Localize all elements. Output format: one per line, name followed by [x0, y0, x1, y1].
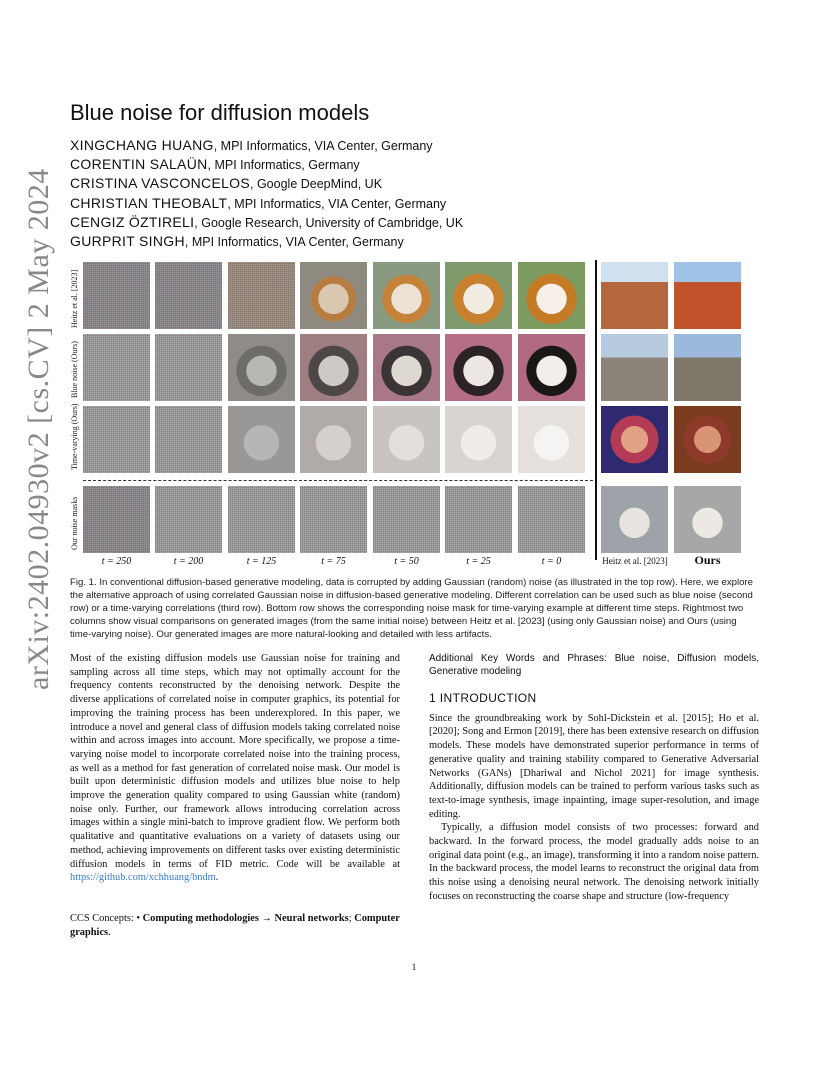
- author-entry: [70, 155, 463, 174]
- ccs-concept: Computer graphics: [70, 913, 400, 938]
- noise-mask-tile: [445, 486, 512, 553]
- image-tile: [228, 262, 295, 329]
- author-entry: [70, 174, 463, 193]
- comparison-image: [601, 334, 668, 401]
- abstract-text: Most of the existing diffusion models use Gaussian noise for training and sampling across all time steps, which may not optimally account for the frequency contents reconstructed by the denoising network. Despite the diverse applications of correlated noise in computer graphics, its potential for improving the training process has been underexplored. In this paper, we introduce a novel and general class of diffusion models taking correlated noise within and across images into account. More specifically, we propose a time-varying noise model to incorporate correlated noise into the training process, as well as a method for fast generation of correlated noise mask. Our model is built upon deterministic diffusion models and utilizes blue noise to help improve the generation quality compared to using Gaussian white (random) noise only. Further, our framework allows introducing correlation across images within a single mini-batch to improve gradient flow. We perform both qualitative and quantitative evaluations on a variety of datasets using our method, achieving improvements on different tasks over existing deterministic diffusion models in terms of FID metric. Code will be available at: [70, 653, 400, 870]
- comparison-image: [601, 406, 668, 473]
- author-affiliation: , MPI Informatics, Germany: [207, 158, 360, 173]
- paper-title: Blue noise for diffusion models: [70, 100, 370, 125]
- author-affiliation: , MPI Informatics, VIA Center, Germany: [213, 139, 433, 153]
- noise-mask-tile: [155, 486, 222, 553]
- ccs-concept: Computing methodologies → Neural networks: [142, 913, 349, 924]
- image-tile: [300, 262, 367, 329]
- image-tile: [228, 334, 295, 401]
- image-tile: [300, 406, 367, 473]
- section-heading: 1 INTRODUCTION: [429, 691, 537, 705]
- image-tile: [83, 406, 150, 473]
- comparison-image: [674, 262, 741, 329]
- image-tile: [445, 262, 512, 329]
- image-tile: [518, 262, 585, 329]
- author-entry: [70, 136, 463, 155]
- figure-caption: Fig. 1. In conventional diffusion-based generative modeling, data is corrupted by adding Gaussian (random) noise (as illustrated in the top row). Here, we explore the alternative approach of using correlated Gaussian noise in diffusion-based generative modeling. Different correlation can be used such as blue noise (second row) or a time-varying correlations (third row). Bottom row shows the corresponding noise mask for time-varying example at different time steps. Rightmost two columns show visual comparisons on generated images (from the same initial noise) between Heitz et al. [2023] (using only Gaussian noise) and Ours (using time-varying noise). Our generated images are more natural-looking and detailed with less artifacts.: [70, 577, 753, 640]
- abstract: [70, 652, 400, 885]
- author-affiliation: , Google DeepMind, UK: [250, 177, 383, 192]
- author-affiliation: , MPI Informatics, VIA Center, Germany: [184, 234, 404, 249]
- image-tile: [83, 262, 150, 329]
- author-name: XINGCHANG HUANG: [70, 137, 214, 153]
- page-number: 1: [411, 962, 417, 972]
- image-tile: [518, 406, 585, 473]
- author-name: CHRISTIAN THEOBALT: [70, 194, 228, 211]
- row-label-time-varying: Time-varying (Ours): [70, 403, 79, 470]
- author-affiliation: , Google Research, University of Cambridge, UK: [194, 215, 464, 230]
- arxiv-sidebar-id: arXiv:2402.04930v2 [cs.CV] 2 May 2024: [22, 168, 55, 690]
- noise-mask-tile: [228, 486, 295, 553]
- intro-paragraph: Typically, a diffusion model consists of two processes: forward and backward. In the forward process, the model gradually adds noise to an original data point (e.g., an image), transforming it into a random noise pattern. In the backward process, the model learns to reconstruct the original data from this noise using a denoising neural network. The denoising network initially focuses on reconstructing the coarse shape and structure (low-frequency: [429, 822, 759, 902]
- timestep-label: t = 0: [541, 556, 562, 567]
- noise-mask-tile: [373, 486, 440, 553]
- image-tile: [373, 334, 440, 401]
- comparison-image: [674, 486, 741, 553]
- author-entry: [70, 213, 463, 232]
- row-label-heitz: Heitz et al. [2023]: [70, 269, 79, 328]
- author-name: CENGIZ ÖZTIRELI: [70, 213, 195, 230]
- noise-mask-tile: [83, 486, 150, 553]
- noise-mask-tile: [518, 486, 585, 553]
- image-tile: [373, 406, 440, 473]
- author-name: CORENTIN SALAÜN: [70, 156, 208, 173]
- author-affiliation: , MPI Informatics, VIA Center, Germany: [227, 196, 447, 211]
- dashed-separator: [83, 480, 593, 481]
- timestep-label: t = 125: [246, 556, 277, 567]
- row-label-blue-noise: Blue noise (Ours): [70, 341, 79, 398]
- image-tile: [155, 262, 222, 329]
- comparison-image: [674, 334, 741, 401]
- ccs-concepts: [70, 912, 400, 939]
- compare-label-heitz: Heitz et al. [2023]: [602, 556, 668, 566]
- author-entry: [70, 194, 463, 213]
- intro-paragraph: Since the groundbreaking work by Sohl-Dickstein et al. [2015]; Ho et al. [2020]; Song and Ermon [2019], there has been extensive research on diffusion models. These models have demonstrated superior performance in terms of generative quality and training stability compared to Generative Adversarial Networks (GANs) [Dhariwal and Nichol 2021] for image synthesis. Additionally, diffusion models can be trained to perform various tasks such as text-to-image synthesis, image inpainting, image super-resolution, and image editing.: [429, 712, 759, 820]
- image-tile: [518, 334, 585, 401]
- ccs-label: CCS Concepts: •: [70, 913, 143, 924]
- author-name: CRISTINA VASCONCELOS: [70, 175, 251, 192]
- right-column: [429, 652, 759, 904]
- author-name: GURPRIT SINGH: [70, 232, 185, 249]
- image-tile: [155, 406, 222, 473]
- timestep-label: t = 25: [466, 556, 491, 567]
- author-list: [70, 136, 463, 251]
- comparison-image: [601, 486, 668, 553]
- compare-label-ours: Ours: [694, 553, 721, 567]
- image-tile: [228, 406, 295, 473]
- keywords: Additional Key Words and Phrases: Blue noise, Diffusion models, Generative modeling: [429, 653, 759, 677]
- ccs-end: .: [108, 926, 111, 938]
- comparison-image: [601, 262, 668, 329]
- timestep-label: t = 50: [394, 556, 419, 567]
- noise-mask-tile: [300, 486, 367, 553]
- timestep-label: t = 200: [173, 556, 204, 567]
- timestep-label: t = 75: [321, 556, 346, 567]
- image-tile: [373, 262, 440, 329]
- figure-divider: [595, 260, 597, 560]
- comparison-image: [674, 406, 741, 473]
- ccs-separator: ;: [348, 913, 355, 924]
- abstract-end: .: [215, 872, 219, 884]
- image-tile: [445, 406, 512, 473]
- timestep-label: t = 250: [101, 556, 132, 567]
- author-entry: [70, 232, 463, 251]
- image-tile: [300, 334, 367, 401]
- row-label-noise-masks: Our noise masks: [70, 496, 79, 550]
- image-tile: [155, 334, 222, 401]
- code-link[interactable]: https://github.com/xchhuang/bndm: [70, 872, 216, 884]
- image-tile: [445, 334, 512, 401]
- image-tile: [83, 334, 150, 401]
- figure-1: [68, 260, 758, 570]
